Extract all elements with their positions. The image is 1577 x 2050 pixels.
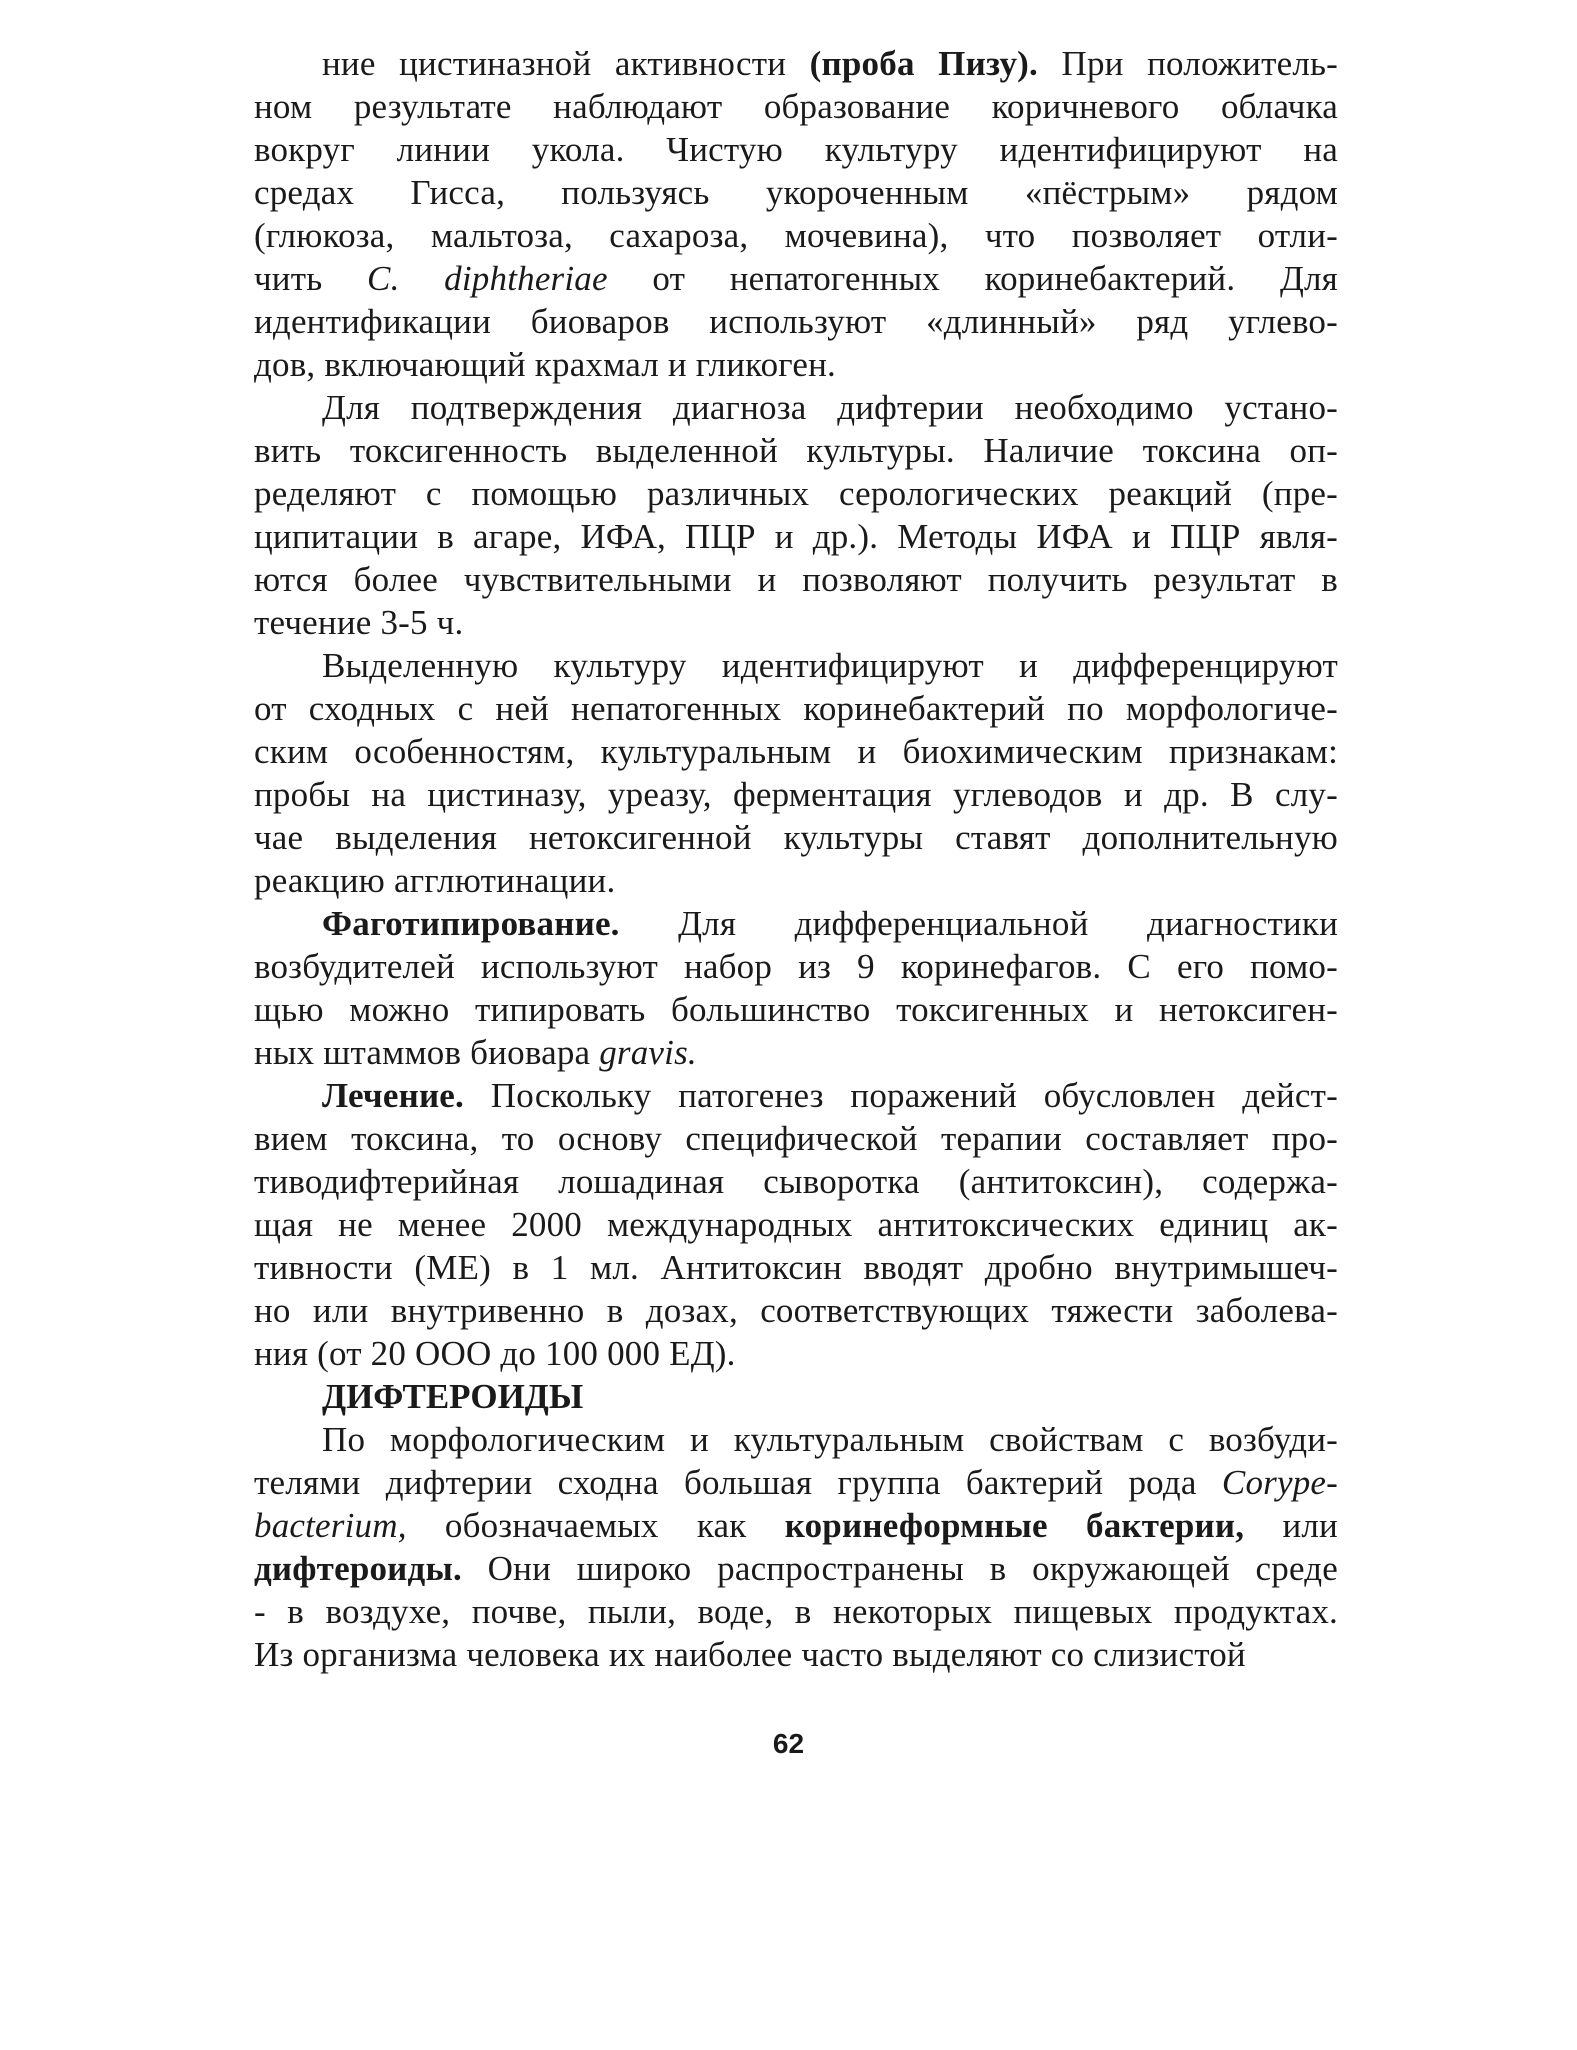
text-run: Поскольку патогенез поражений обусловлен дейст- [464,1076,1338,1115]
text-run: но или внутривенно в дозах, соответствующих тяжести заболева- [254,1291,1338,1330]
text-line [254,257,1338,300]
text-run: дов, включающий крахмал и гликоген. [254,345,836,384]
text-line [254,1031,1338,1074]
text-run: ются более чувствительными и позволяют получить результат в [254,560,1338,599]
text-line [254,687,1338,730]
paragraph [254,1418,1338,1676]
text-line [254,558,1338,601]
text-line [254,429,1338,472]
text-line [254,601,1338,644]
text-line [254,171,1338,214]
text-line [254,1246,1338,1289]
text-line [254,472,1338,515]
text-run: ном результате наблюдают образование коричневого облачка [254,87,1338,126]
text-run: ципитации в агаре, ИФА, ПЦР и др.). Методы ИФА и ПЦР явля- [254,517,1338,556]
bold-term: Фаготипирование. [322,904,620,943]
paragraph [254,644,1338,902]
text-run: ние цистиназной активности [322,44,810,83]
text-run: телями дифтерии сходна большая группа бактерий рода [254,1463,1222,1502]
paragraph [254,902,1338,1074]
italic-term: gravis. [599,1033,697,1072]
text-run: щая не менее 2000 международных антитоксических единиц ак- [254,1205,1338,1244]
text-run: тивности (МЕ) в 1 мл. Антитоксин вводят дробно внутримышеч- [254,1248,1338,1287]
text-line [254,730,1338,773]
text-run: течение 3-5 ч. [254,603,464,642]
text-run: ния (от 20 ООО до 100 000 ЕД). [254,1334,736,1373]
text-run: щью можно типировать большинство токсигенных и нетоксиген- [254,990,1338,1029]
italic-term: bacterium, [254,1506,407,1545]
text-line [254,988,1338,1031]
text-line [254,1590,1338,1633]
text-line [254,1504,1338,1547]
text-line [254,859,1338,902]
text-line [254,945,1338,988]
page-body [254,42,1338,1676]
text-run: ных штаммов биовара [254,1033,600,1072]
text-line [254,1461,1338,1504]
text-run: - в воздухе, почве, пыли, воде, в некоторых пищевых продуктах. [254,1592,1338,1631]
text-run: возбудителей используют набор из 9 коринефагов. С его помо- [254,947,1338,986]
text-line [254,515,1338,558]
text-run: Для подтверждения диагноза дифтерии необходимо устано- [322,388,1338,427]
text-line [254,214,1338,257]
text-run: ским особенностям, культуральным и биохимическим признакам: [254,732,1338,771]
bold-term: коринеформные бактерии, [784,1506,1245,1545]
bold-term: Лечение. [322,1076,464,1115]
text-line [254,816,1338,859]
text-line [254,300,1338,343]
text-run: Для дифференциальной диагностики [619,904,1338,943]
text-run: чить [254,259,368,298]
text-line [254,42,1338,85]
text-body [254,42,1338,1375]
text-run: обозначаемых как [406,1506,785,1545]
text-line [254,902,1338,945]
final-paragraph [254,1418,1338,1676]
text-run: или [1244,1506,1338,1545]
italic-term: C. diphtheriae [367,259,608,298]
text-line [254,773,1338,816]
text-run: Выделенную культуру идентифицируют и дифференцируют [322,646,1338,685]
text-line [254,1332,1338,1375]
text-run: Они широко распространены в окружающей среде [461,1549,1338,1588]
italic-term: Corype- [1221,1463,1338,1502]
text-line [254,386,1338,429]
bold-term: (проба Пизу). [809,44,1038,83]
text-line [254,1160,1338,1203]
text-run: (глюкоза, мальтоза, сахароза, мочевина), что позволяет отли- [254,216,1338,255]
text-line [254,85,1338,128]
section-heading: ДИФТЕРОИДЫ [322,1377,584,1416]
text-line [254,1633,1338,1676]
text-run: При положитель- [1038,44,1338,83]
text-line [254,644,1338,687]
text-run: идентификации биоваров используют «длинный» ряд углево- [254,302,1338,341]
text-run: средах Гисса, пользуясь укороченным «пёстрым» рядом [254,173,1338,212]
text-line [254,343,1338,386]
text-run: пробы на цистиназу, уреазу, ферментация углеводов и др. В слу- [254,775,1338,814]
text-run: вокруг линии укола. Чистую культуру идентифицируют на [254,130,1338,169]
text-run: реакцию агглютинации. [254,861,616,900]
text-run: вить токсигенность выделенной культуры. Наличие токсина оп- [254,431,1338,470]
text-run: вием токсина, то основу специфической терапии составляет про- [254,1119,1338,1158]
paragraph [254,386,1338,644]
text-run: По морфологическим и культуральным свойствам с возбуди- [322,1420,1338,1459]
text-line [254,1203,1338,1246]
paragraph [254,1074,1338,1375]
page-number: 62 [772,1728,805,1759]
text-line [254,1547,1338,1590]
text-run: чае выделения нетоксигенной культуры ставят дополнительную [254,818,1338,857]
text-run: тиводифтерийная лошадиная сыворотка (антитоксин), содержа- [254,1162,1338,1201]
bold-term: дифтероиды. [254,1549,462,1588]
text-line [254,1289,1338,1332]
text-run: ределяют с помощью различных серологических реакций (пре- [254,474,1338,513]
text-line [254,1074,1338,1117]
text-run: от сходных с ней непатогенных коринебактерий по морфологиче- [254,689,1338,728]
paragraph [254,42,1338,386]
text-line [254,1418,1338,1461]
text-run: от непатогенных коринебактерий. Для [607,259,1338,298]
text-line [254,1117,1338,1160]
text-line [254,128,1338,171]
text-run: Из организма человека их наиболее часто выделяют со слизистой [254,1635,1246,1674]
